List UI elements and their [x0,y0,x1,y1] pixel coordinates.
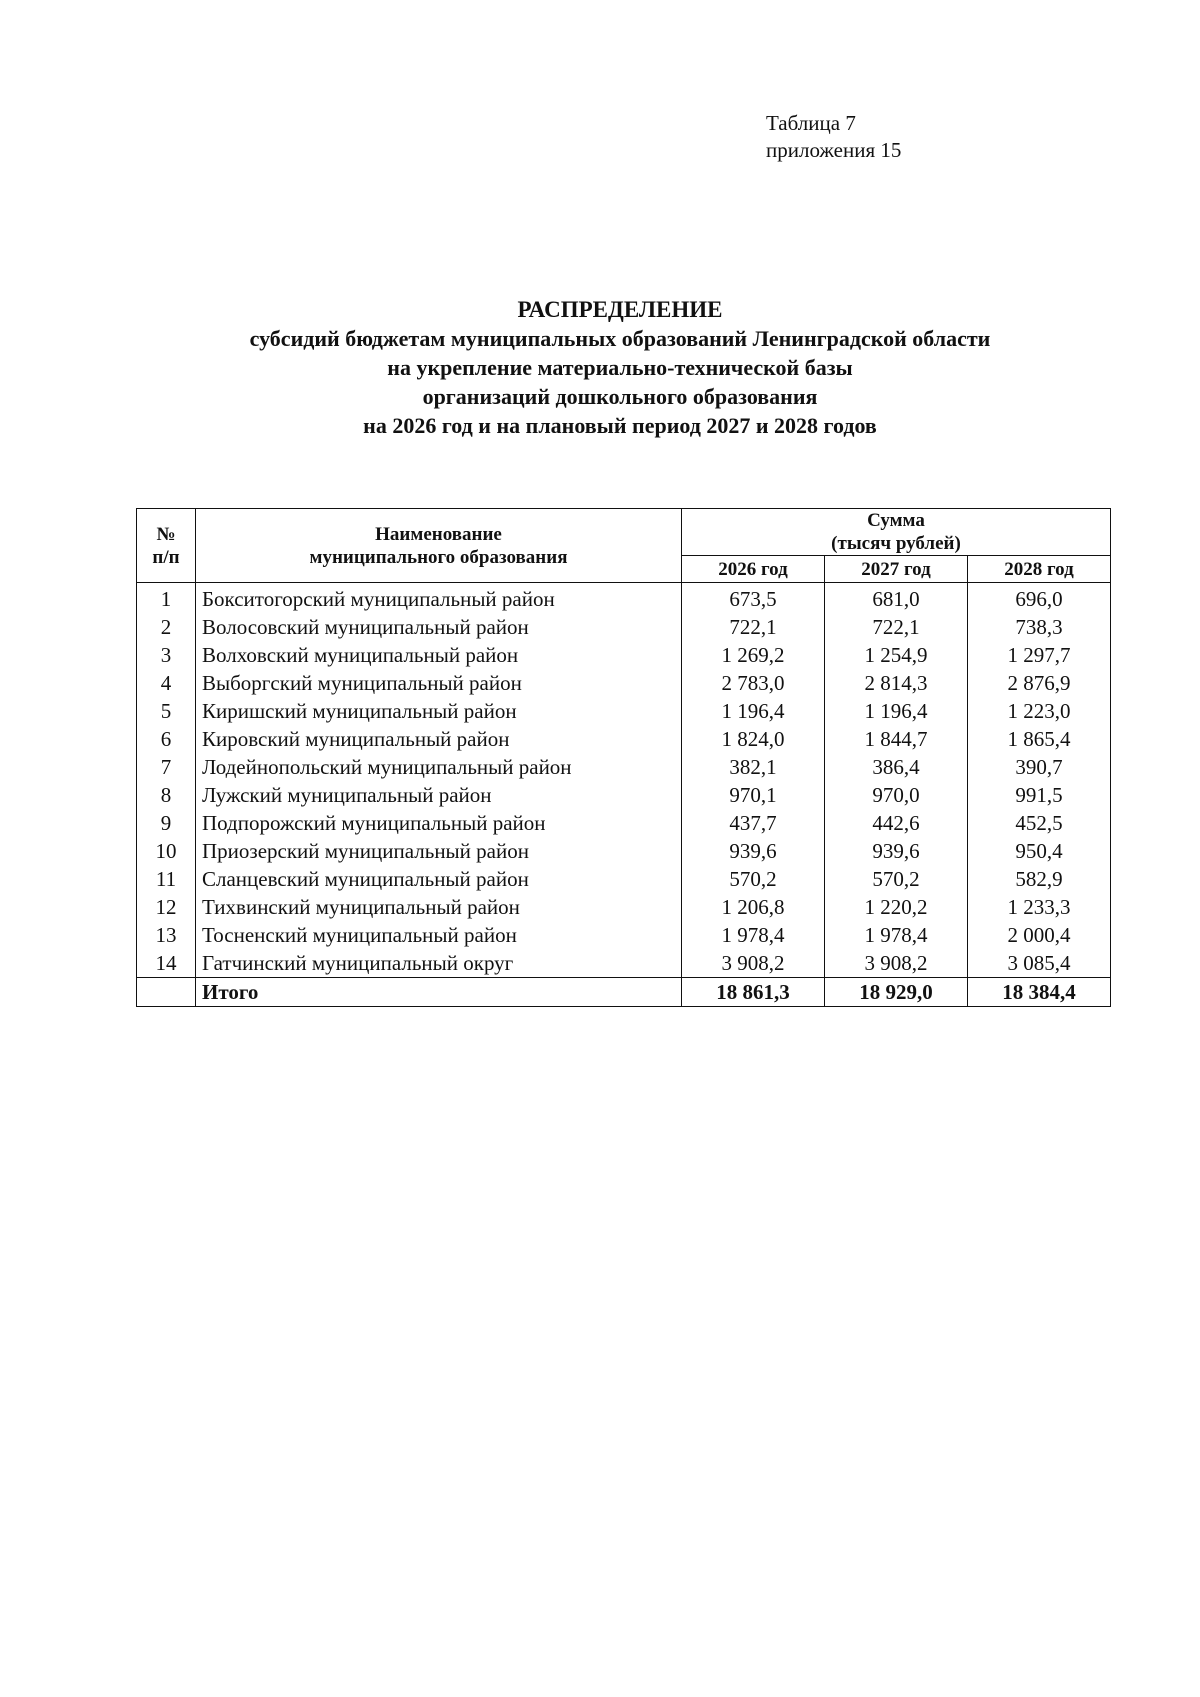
row-number: 5 [137,697,196,725]
row-name: Киришский муниципальный район [196,697,682,725]
table-row [137,583,1111,614]
title-line-4: на 2026 год и на плановый период 2027 и 2028 годов [363,413,877,438]
table-row [137,781,1111,809]
table-number: Таблица 7 [766,111,856,135]
row-2027: 1 220,2 [825,893,968,921]
row-name: Лужский муниципальный район [196,781,682,809]
row-2027: 442,6 [825,809,968,837]
row-2026: 970,1 [682,781,825,809]
document-title [120,295,1120,440]
row-name: Волховский муниципальный район [196,641,682,669]
row-number: 1 [137,583,196,614]
row-name: Гатчинский муниципальный округ [196,949,682,978]
row-name: Тосненский муниципальный район [196,921,682,949]
table-row [137,669,1111,697]
row-name: Кировский муниципальный район [196,725,682,753]
row-2028: 950,4 [968,837,1111,865]
row-2027: 939,6 [825,837,968,865]
header-sum [682,509,1111,556]
row-number: 14 [137,949,196,978]
row-number: 3 [137,641,196,669]
row-2027: 970,0 [825,781,968,809]
table-row [137,949,1111,978]
row-2026: 939,6 [682,837,825,865]
header-sum-line-1: Сумма [867,510,925,531]
table-row [137,921,1111,949]
row-2027: 681,0 [825,583,968,614]
row-name: Выборгский муниципальный район [196,669,682,697]
row-name: Бокситогорский муниципальный район [196,583,682,614]
table-row [137,725,1111,753]
row-2026: 3 908,2 [682,949,825,978]
row-2028: 1 233,3 [968,893,1111,921]
row-number: 12 [137,893,196,921]
row-2028: 738,3 [968,613,1111,641]
row-2028: 2 000,4 [968,921,1111,949]
row-2028: 3 085,4 [968,949,1111,978]
row-2028: 582,9 [968,865,1111,893]
row-2027: 3 908,2 [825,949,968,978]
row-2027: 722,1 [825,613,968,641]
row-name: Лодейнопольский муниципальный район [196,753,682,781]
header-number-line-2: п/п [152,546,180,568]
total-number-cell [137,978,196,1007]
row-number: 4 [137,669,196,697]
row-2026: 673,5 [682,583,825,614]
row-number: 8 [137,781,196,809]
row-2027: 1 254,9 [825,641,968,669]
header-name-line-1: Наименование [375,523,502,545]
row-number: 7 [137,753,196,781]
row-name: Тихвинский муниципальный район [196,893,682,921]
table-row [137,865,1111,893]
row-number: 11 [137,865,196,893]
row-2028: 1 223,0 [968,697,1111,725]
row-2026: 2 783,0 [682,669,825,697]
row-2027: 570,2 [825,865,968,893]
table-row [137,697,1111,725]
title-line-1: субсидий бюджетам муниципальных образований Ленинградской области [249,326,991,351]
title-line-2: на укрепление материально-технической базы [387,355,853,380]
total-2027: 18 929,0 [825,978,968,1007]
row-number: 13 [137,921,196,949]
table-row [137,613,1111,641]
row-name: Волосовский муниципальный район [196,613,682,641]
row-2026: 1 978,4 [682,921,825,949]
header-number-line-1: № [156,523,176,545]
row-2026: 570,2 [682,865,825,893]
row-number: 10 [137,837,196,865]
row-2027: 2 814,3 [825,669,968,697]
total-label: Итого [196,978,682,1007]
total-2026: 18 861,3 [682,978,825,1007]
row-name: Сланцевский муниципальный район [196,865,682,893]
row-2027: 1 978,4 [825,921,968,949]
table-row [137,893,1111,921]
table-row [137,809,1111,837]
table-reference-note [766,110,901,164]
appendix-number: приложения 15 [766,138,902,162]
row-2027: 386,4 [825,753,968,781]
row-number: 6 [137,725,196,753]
row-2028: 452,5 [968,809,1111,837]
header-year-2028: 2028 год [968,556,1111,583]
header-number [137,509,196,583]
row-2028: 991,5 [968,781,1111,809]
row-2028: 1 297,7 [968,641,1111,669]
header-name-line-2: муниципального образования [309,546,568,568]
row-2026: 437,7 [682,809,825,837]
total-2028: 18 384,4 [968,978,1111,1007]
total-row [137,978,1111,1007]
header-sum-line-2: (тысяч рублей) [831,533,961,554]
row-2028: 390,7 [968,753,1111,781]
row-2028: 2 876,9 [968,669,1111,697]
table-row [137,753,1111,781]
row-2028: 1 865,4 [968,725,1111,753]
row-number: 2 [137,613,196,641]
title-line-3: организаций дошкольного образования [422,384,818,409]
distribution-table [136,508,1111,1007]
row-2026: 1 824,0 [682,725,825,753]
row-2028: 696,0 [968,583,1111,614]
row-name: Подпорожский муниципальный район [196,809,682,837]
row-2027: 1 844,7 [825,725,968,753]
table-row [137,641,1111,669]
header-year-2026: 2026 год [682,556,825,583]
row-2026: 1 196,4 [682,697,825,725]
row-2026: 722,1 [682,613,825,641]
table-row [137,837,1111,865]
row-2026: 382,1 [682,753,825,781]
row-2026: 1 269,2 [682,641,825,669]
header-name [196,509,682,583]
row-2026: 1 206,8 [682,893,825,921]
header-year-2027: 2027 год [825,556,968,583]
title-main: РАСПРЕДЕЛЕНИЕ [517,297,723,322]
row-number: 9 [137,809,196,837]
row-name: Приозерский муниципальный район [196,837,682,865]
row-2027: 1 196,4 [825,697,968,725]
